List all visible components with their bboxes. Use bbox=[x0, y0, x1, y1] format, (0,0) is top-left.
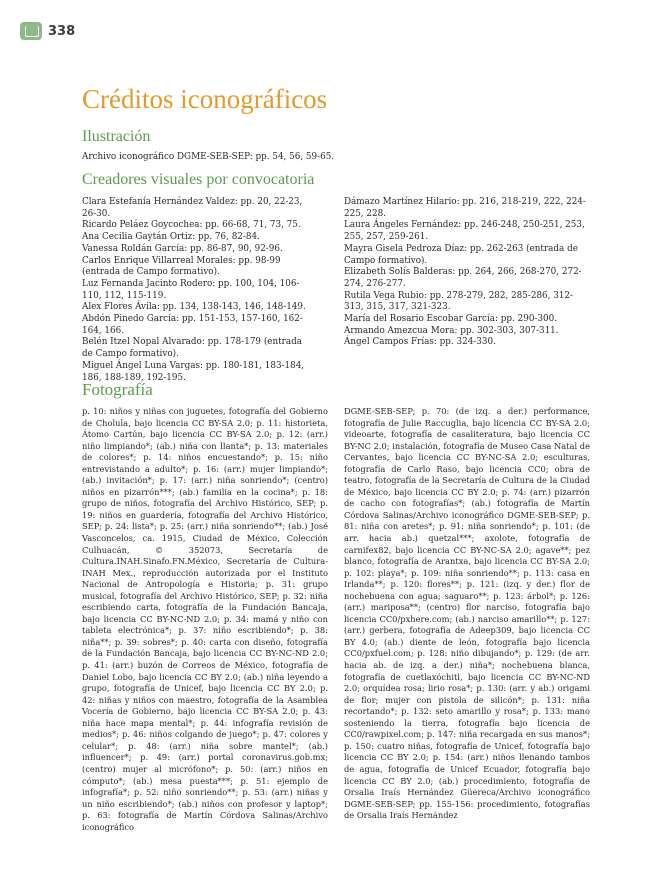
creadores-left-column bbox=[82, 197, 314, 384]
fotografia-left-column: p. 10: niños y niñas con juguetes, fotografía del Gobierno de Cholula, bajo licencia CC BY-SA 2.0; p. 11: historieta, Átomo Cartún, bajo licencia CC BY-SA 2.0; p. 12: (arr.) niño limpiando*; (ab.) niña con llanta*; p. 13: materiales de colores*; p. 14: niños encuestando*; p. 15: niño entrevistando a adulto*; p. 16: (arr.) mujer limpiando*; (ab.) invitación*; p. 17: (arr.) niña sonriendo*; (centro) niños en pizarrón***; (ab.) familia en la cocina*; p. 18: grupo de niños, fotografía del Archivo Histórico, SEP; p. 19: niños en guardería, fotografía del Archivo Histórico, SEP; p. 24: lista*; p. 25: (arr.) niña sonriendo**; (ab.) José Vasconcelos, ca. 1915, Ciudad de México, Colección Culhuacán, © 352073, Secretaría de Cultura.INAH.Sinafo.FN.México, Secretaría de Cultura-INAH Mex., reproducción autorizada por el Instituto Nacional de Antropología e Historia; p. 31: grupo musical, fotografía del Archivo Histórico, SEP; p. 32: niña escribiendo carta, fotografía de la Fundación Bancaja, bajo licencia CC BY-NC-ND 2.0; p. 34: mamá y niño con tableta electrónica*; p. 37: niño escribiendo*; p. 38: niña**; p. 39: sobres*; p. 40: carta con diseño, fotografía de la Fundación Bancaja, bajo licencia CC BY-NC-ND 2.0; p. 41: (arr.) buzón de Correos de México, fotografía de Daniel Lobo, bajo licencia CC BY 2.0; (ab.) niña leyendo a grupo, fotografía de Unicef, bajo licencia CC BY 2.0; p. 42: niñas y niños con maestro, fotografía de la Asamblea Vocería de Gobierno, bajo licencia CC BY-SA 2.0; p. 43: niña hace mapa mental*; p. 44: infografía revisión de medios*; p. 46: niños colgando de juego*; p. 47: colores y celular*; p. 48: (arr.) niña sobre mantel*; (ab.) influencer*; p. 49: (arr.) portal coronavirus.gob.mx; (centro) mujer al micrófono*; p. 50: (arr.) niños en cómputo*; (ab.) mesa puesta***; p. 51: ejemplo de infografía*; p. 52: niño sonriendo**; p. 53: (arr.) niñas y un niño escribiendo*; (ab.) niños con profesor y laptop*; p. 63: fotografía de Martín Córdova Salinas/Archivo iconográfico bbox=[82, 406, 328, 832]
credit-entry: Ángel Campos Frías: pp. 324-330. bbox=[344, 337, 496, 348]
credit-entry: Abdón Pinedo García: pp. 151-153, 157-160, 162-164, 166. bbox=[82, 314, 303, 336]
section-heading-creadores: Creadores visuales por convocatoria bbox=[82, 171, 315, 188]
fotografia-right-column: DGME-SEB-SEP; p. 70: (de izq. a der.) performance, fotografía de Julie Raccuglia, bajo licencia CC BY-SA 2.0; videoarte, fotografía de casaliteratura, bajo licencia CC BY-NC 2.0; instalación, fotografía de Museo Casa Natal de Cervantes, bajo licencia CC BY-NC-SA 2.0; esculturas, fotografía de Carlo Raso, bajo licencia CC0; obra de teatro, fotografía de la Secretaría de Cultura de la Ciudad de México, bajo licencia CC BY 2.0; p. 74: (arr.) pizarrón de cacho con fotografías*; (ab.) fotografía de Martín Córdova Salinas/Archivo iconográfico DGME-SEB-SEP; p. 81: niña con aretes*; p. 91: niña sonriendo*; p. 101: (de arr. hacia ab.) quetzal***; axolote, fotografía de carnifex82, bajo licencia CC BY-NC-SA 2.0; agave**; pez blanco, fotografía de Arantxa, bajo licencia CC BY-SA 2.0; p. 102: playa*; p. 109: niña sonriendo**; p. 113: casa en Irlanda**; p. 120: flores**; p. 121: (izq. y der.) flor de nochebuena con agua; saguaro**; p. 123: árbol*; p. 126: (arr.) mariposa**; (centro) flor narciso, fotografía bajo licencia CC0/pxhere.com; (ab.) narciso amarillo**; p. 127: (arr.) gerbera, fotografía de Adeep309, bajo licencia CC BY 4.0; (ab.) diente de león, fotografía bajo licencia CC0/pxfuel.com; p. 128: niño dibujando*; p. 129: (de arr. hacia ab. de izq. a der.) niña*; nochebuena blanca, fotografía de cuetlaxóchitl, bajo licencia CC BY-NC-ND 2.0; orquídea rosa; lirio rosa*; p. 130: (arr. y ab.) origami de flor; mujer con pistola de silicón*; p. 131: niña recortando*; p. 132: seto amarillo y rosa*; p. 133: mano sosteniendo la tierra, fotografía bajo licencia de CC0/rawpixel.com; p. 147: niña recargada en sus manos*; p. 150: cuatro niñas, fotografía de Unicef, fotografía bajo licencia CC BY 2.0; p. 154: (arr.) niños llenando tambos de agua, fotografía de Unicef Ecuador, fotografía bajo licencia CC BY 2.0; (ab.) procedimiento, fotografía de Orsalia Iraís Hernández Güereca/Archivo iconográfico DGME-SEB-SEP; pp. 155-156: procedimiento, fotografías de Orsalia Iraís Hernández bbox=[344, 406, 590, 821]
credit-entry: María del Rosario Escobar García: pp. 290-300. bbox=[344, 314, 558, 325]
credit-entry: Rutila Vega Rubio: pp. 278-279, 282, 285-286, 312-313, 315, 317, 321-323. bbox=[344, 290, 573, 313]
credit-entry: Alex Flores Ávila: pp. 134, 138-143, 146, 148-149. bbox=[82, 302, 306, 313]
credit-entry: Laura Ángeles Fernández: pp. 246-248, 250-251, 253, 255, 257, 259-261. bbox=[344, 220, 585, 243]
credit-entry: Miguel Ángel Luna Vargas: pp. 180-181, 183-184, 186, 188-189, 192-195. bbox=[82, 360, 305, 383]
credit-entry: Belén Itzel Nopal Alvarado: pp. 178-179 (entrada de Campo formativo). bbox=[82, 337, 302, 360]
credit-entry: Clara Estefanía Hernández Valdez: pp. 20, 22-23, 26-30. bbox=[82, 197, 303, 219]
section-heading-fotografia: Fotografía bbox=[82, 380, 153, 399]
credit-entry: Mayra Gisela Pedroza Díaz: pp. 262-263 (entrada de Campo formativo). bbox=[344, 243, 578, 266]
credit-entry: Dámazo Martínez Hilario: pp. 216, 218-219, 222, 224-225, 228. bbox=[344, 197, 586, 219]
credit-entry: Carlos Enrique Villarreal Morales: pp. 98-99 (entrada de Campo formativo). bbox=[82, 255, 281, 278]
credit-entry: Luz Fernanda Jacinto Rodero: pp. 100, 104, 106-110, 112, 115-119. bbox=[82, 278, 300, 301]
credit-entry: Ricardo Peláez Goycochea: pp. 66-68, 71, 73, 75. bbox=[82, 220, 301, 231]
section-heading-ilustracion: Ilustración bbox=[82, 128, 151, 145]
page-number: 338 bbox=[48, 23, 76, 39]
credit-entry: Ana Cecilia Gaytán Ortiz: pp. 76, 82-84. bbox=[82, 232, 260, 243]
page-title: Créditos iconográficos bbox=[82, 84, 328, 114]
credit-entry: Elizabeth Solís Balderas: pp. 264, 266, 268-270, 272-274, 276-277. bbox=[344, 267, 582, 289]
book-logo-icon bbox=[20, 22, 42, 40]
credit-entry: Armando Amezcua Mora: pp. 302-303, 307-311. bbox=[344, 325, 559, 336]
credit-entry: Vanessa Roldán García: pp. 86-87, 90, 92-96. bbox=[82, 243, 283, 254]
creadores-right-column bbox=[344, 197, 588, 349]
ilustracion-credit: Archivo iconográfico DGME-SEB-SEP: pp. 54, 56, 59-65. bbox=[82, 152, 335, 162]
page-number-badge bbox=[20, 22, 75, 40]
